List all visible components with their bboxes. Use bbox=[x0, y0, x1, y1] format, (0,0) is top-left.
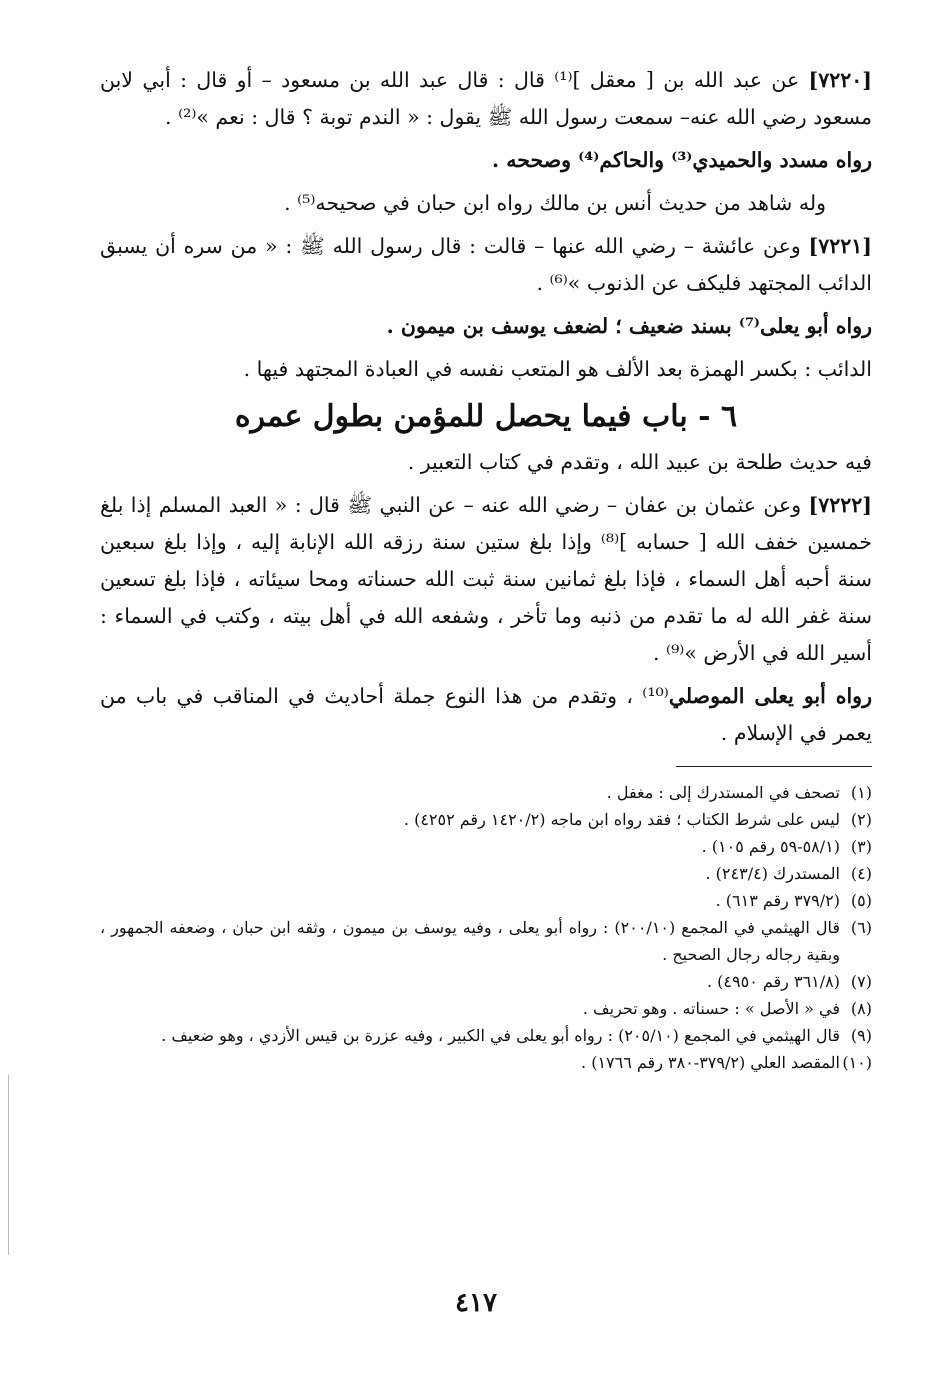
page-body bbox=[100, 62, 872, 1076]
supporting-note: وله شاهد من حديث أنس بن مالك رواه ابن حبان في صحيحه⁽⁵⁾ . bbox=[284, 191, 826, 215]
hadith-text: وعن عائشة – رضي الله عنها – قالت : قال رسول الله ﷺ : « من سره أن يسبق الدائب المجتهد فليكف عن الذنوب »⁽⁶⁾ . bbox=[100, 234, 872, 295]
footnote-text: قال الهيثمي في المجمع (٢٠٠/١٠) : رواه أبو يعلى ، وفيه يوسف بن ميمون ، وثقه ابن حبان ، وضعفه الجمهور ، وبقية رجاله رجال الصحيح . bbox=[100, 918, 840, 964]
narration-note: رواه أبو يعلى⁽⁷⁾ بسند ضعيف ؛ لضعف يوسف بن ميمون . bbox=[386, 314, 872, 338]
footnote-text: المستدرك (٢٤٣/٤) . bbox=[705, 864, 840, 883]
footnote-text: (٣٦١/٨ رقم ٤٩٥٠) . bbox=[706, 972, 840, 991]
hadith-7221 bbox=[100, 228, 872, 302]
footnote bbox=[100, 860, 872, 887]
footnotes bbox=[100, 779, 872, 1076]
footnote bbox=[100, 806, 872, 833]
footnote-number: (٧) bbox=[850, 972, 872, 991]
footnote-text: (٣٧٩/٢ رقم ٦١٣) . bbox=[715, 891, 840, 910]
hadith-number: [٧٢٢١] bbox=[808, 234, 872, 258]
footnote bbox=[100, 779, 872, 806]
footnote bbox=[100, 1049, 872, 1076]
footnote-number: (٢) bbox=[850, 810, 872, 829]
footnote-number: (٣) bbox=[850, 837, 872, 856]
footnote-number: (١٠) bbox=[842, 1053, 872, 1072]
narration-text: ⁽¹⁰⁾ ، وتقدم من هذا النوع جملة أحاديث في المناقب في باب من يعمر في الإسلام . bbox=[100, 684, 872, 745]
footnote bbox=[100, 968, 872, 995]
footnote bbox=[100, 887, 872, 914]
narration-note bbox=[100, 678, 872, 752]
narrator-lead: رواه أبو يعلى الموصلي bbox=[668, 684, 872, 708]
footnote-text: قال الهيثمي في المجمع (٢٠٥/١٠) : رواه أبو يعلى في الكبير ، وفيه عزرة بن قيس الأزدي ، وهو ضعيف . bbox=[161, 1026, 840, 1045]
footnote-number: (٥) bbox=[850, 891, 872, 910]
footnote bbox=[100, 833, 872, 860]
page-number: ٤١٧ bbox=[455, 1288, 497, 1318]
chapter-intro: فيه حديث طلحة بن عبيد الله ، وتقدم في كتاب التعبير . bbox=[407, 450, 872, 474]
chapter-heading: ٦ - باب فيما يحصل للمؤمن بطول عمره bbox=[234, 399, 738, 434]
hadith-text: عن عبد الله بن [ معقل ]⁽¹⁾ قال : قال عبد الله بن مسعود – أو قال : أبي لابن مسعود رضي الله عنه– سمعت رسول الله ﷺ يقول : « الندم توبة ؟ قال : نعم »⁽²⁾ . bbox=[100, 68, 872, 129]
footnote-number: (٩) bbox=[850, 1026, 872, 1045]
scan-edge-mark bbox=[8, 1075, 9, 1255]
footnote-text: (٥٨/١-٥٩ رقم ١٠٥) . bbox=[701, 837, 840, 856]
footnote bbox=[100, 914, 872, 968]
footnote bbox=[100, 1022, 872, 1049]
hadith-number: [٧٢٢٢] bbox=[808, 493, 872, 517]
footnote-number: (٦) bbox=[850, 918, 872, 937]
footnote-number: (١) bbox=[850, 783, 872, 802]
footnote-text: ليس على شرط الكتاب ؛ فقد رواه ابن ماجه (١٤٢٠/٢ رقم ٤٢٥٢) . bbox=[403, 810, 840, 829]
hadith-text: وعن عثمان بن عفان – رضي الله عنه – عن النبي ﷺ قال : « العبد المسلم إذا بلغ خمسين خفف الله [ حسابه ]⁽⁸⁾ وإذا بلغ ستين سنة رزقه الله الإنابة إليه ، وإذا بلغ سبعين سنة أحبه أهل السماء ، فإذا بلغ ثمانين سنة ثبت الله حسناته ومحا سيئاته ، فإذا بلغ تسعين سنة غفر الله له ما تقدم من ذنبه وما تأخر ، وشفعه الله في أهل بيته ، وكتب في السماء : أسير الله في الأرض »⁽⁹⁾ . bbox=[100, 493, 872, 665]
footnote-text: تصحف في المستدرك إلى : مغفل . bbox=[606, 783, 840, 802]
footnote bbox=[100, 995, 872, 1022]
footnote-text: المقصد العلي (٣٧٩/٢-٣٨٠ رقم ١٧٦٦) . bbox=[581, 1053, 840, 1072]
footnote-number: (٤) bbox=[850, 864, 872, 883]
footnote-text: في « الأصل » : حسناته . وهو تحريف . bbox=[582, 999, 840, 1018]
narration-note: رواه مسدد والحميدي⁽³⁾ والحاكم⁽⁴⁾ وصححه . bbox=[491, 148, 872, 172]
definition-note: الدائب : بكسر الهمزة بعد الألف هو المتعب نفسه في العبادة المجتهد فيها . bbox=[243, 357, 872, 381]
footnote-separator bbox=[676, 766, 872, 767]
hadith-7220 bbox=[100, 62, 872, 136]
footnote-number: (٨) bbox=[850, 999, 872, 1018]
hadith-7222 bbox=[100, 487, 872, 672]
hadith-number: [٧٢٢٠] bbox=[808, 68, 872, 92]
